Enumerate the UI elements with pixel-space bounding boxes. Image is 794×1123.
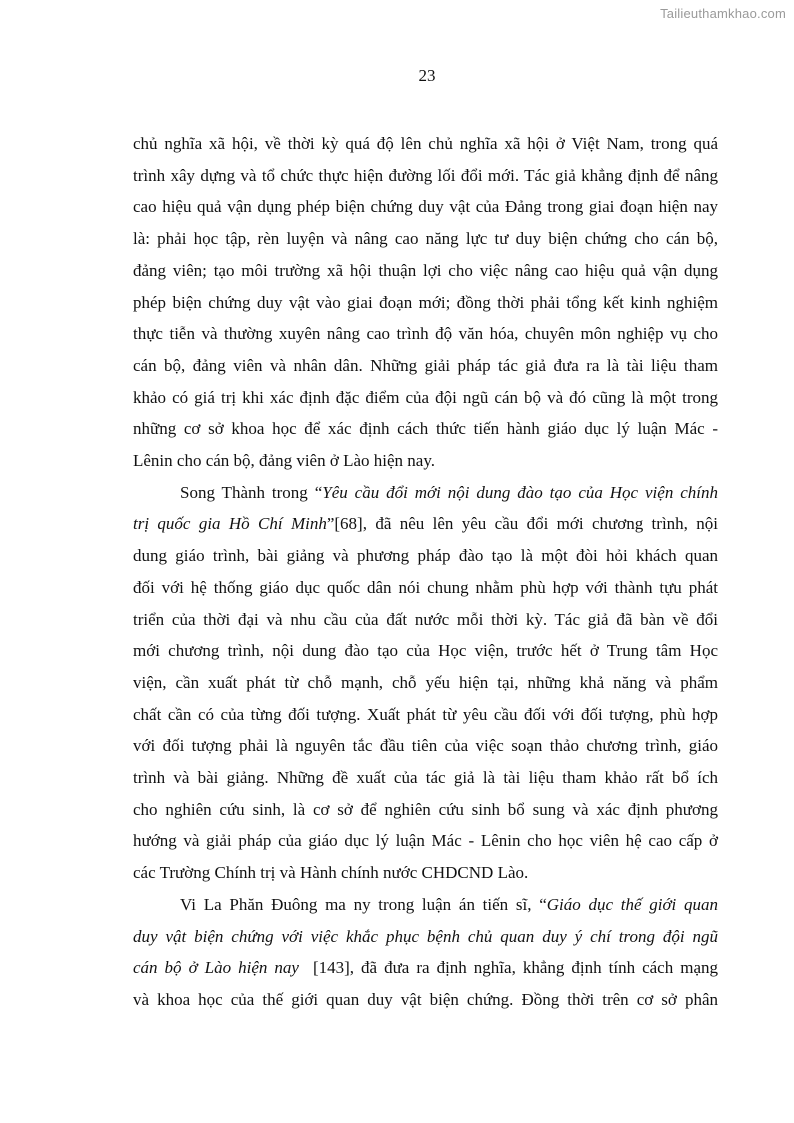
text-line: Lênin cho cán bộ, đảng viên ở Lào hiện nay. [133,451,435,471]
text-line: triển của thời đại và nhu cầu của đất nước mỗi thời kỳ. Tác giả đã bàn về đổi [133,609,718,629]
text-line: khảo có giá trị khi xác định đặc điểm của đội ngũ cán bộ và đó cũng là một trong [133,387,718,407]
text-line: với đối tượng phải là nguyên tắc đầu tiên của việc soạn thảo chương trình, giáo [133,736,718,756]
text-line: mới chương trình, nội dung đào tạo của Học viện, trước hết ở Trung tâm Học [133,641,718,661]
text-line: trình và bài giảng. Những đề xuất của tác giả là tài liệu tham khảo rất bổ ích [133,768,718,788]
text-line [133,508,718,540]
text-line: các Trường Chính trị và Hành chính nước CHDCND Lào. [133,863,529,883]
text-line: đảng viên; tạo môi trường xã hội thuận lợi cho việc nâng cao hiệu quả vận dụng [133,260,718,280]
cited-title: Giáo dục thế giới quan [546,894,718,914]
text-line: viện, cần xuất phát từ chỗ mạnh, chỗ yếu hiện tại, những khả năng và phẩm [133,672,718,692]
text-line: hướng và giải pháp của giáo dục lý luận Mác - Lênin cho học viên hệ cao cấp ở [133,831,718,851]
paragraph-3 [133,889,718,1016]
text-line: những cơ sở khoa học để xác định cách thức tiến hành giáo dục lý luận Mác - [133,419,718,439]
watermark-text: Tailieuthamkhao.com [660,6,786,21]
text-line: chất cần có của từng đối tượng. Xuất phát từ yêu cầu đối với đối tượng, phù hợp [133,704,718,724]
text-line: chủ nghĩa xã hội, về thời kỳ quá độ lên chủ nghĩa xã hội ở Việt Nam, trong quá [133,134,718,153]
cited-title: Yêu cầu đổi mới nội dung đào tạo của Học viện chính [322,482,718,502]
text-run: [143], đã đưa ra định nghĩa, khẳng định tính cách mạng [298,958,718,978]
text-line: phép biện chứng duy vật vào giai đoạn mới; đồng thời phải tổng kết kinh nghiệm [133,292,718,312]
text-run: ”[68], đã nêu lên yêu cầu đổi mới chương trình, nội [326,514,718,534]
text-line: cho nghiên cứu sinh, là cơ sở để nghiên cứu sinh bổ sung và xác định phương [133,799,718,819]
text-line [133,889,718,921]
text-line: dung giáo trình, bài giảng và phương pháp đào tạo là một đòi hỏi khách quan [133,546,718,566]
text-line: và khoa học của thế giới quan duy vật biện chứng. Đồng thời trên cơ sở phân [133,989,718,1009]
paragraph-2 [133,477,718,889]
page-number: 23 [418,66,436,85]
text-line [133,477,718,509]
text-line: trình xây dựng và tổ chức thực hiện đường lối đổi mới. Tác giả khẳng định để nâng [133,165,718,185]
text-line [133,952,718,984]
text-run: Vi La Phăn Đuông ma ny trong luận án tiến sĩ, “ [180,894,547,914]
paragraph-1 [133,128,718,477]
text-line: cán bộ, đảng viên và nhân dân. Những giải pháp tác giả đưa ra là tài liệu tham [133,355,718,375]
document-body [133,128,718,1016]
text-line: thực tiễn và thường xuyên nâng cao trình độ văn hóa, chuyên môn nghiệp vụ cho [133,324,718,344]
cited-title: cán bộ ở Lào hiện nay [133,958,299,978]
text-line: cao hiệu quả vận dụng phép biện chứng duy vật của Đảng trong giai đoạn hiện nay [133,197,718,217]
text-line: đối với hệ thống giáo dục quốc dân nói chung nhằm phù hợp với thành tựu phát [133,577,718,597]
text-line: là: phải học tập, rèn luyện và nâng cao năng lực tư duy biện chứng cho cán bộ, [133,229,718,249]
text-line [133,921,718,953]
text-run: Song Thành trong “ [180,482,323,502]
cited-title: trị quốc gia Hồ Chí Minh [133,514,327,534]
cited-title: duy vật biện chứng với việc khắc phục bệnh chủ quan duy ý chí trong đội ngũ [133,926,718,946]
